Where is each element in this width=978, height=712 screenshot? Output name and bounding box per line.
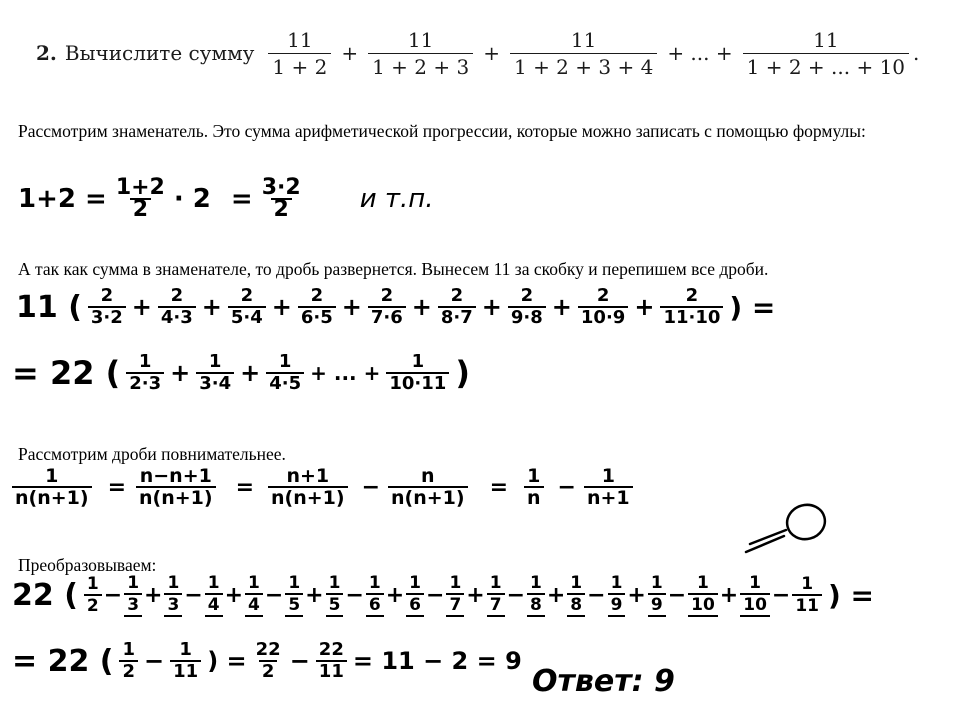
- doodle-scribble: [740, 500, 840, 560]
- telescope-fraction: $\frac{1}{9}$: [608, 573, 626, 617]
- telescope-fraction: $\frac{1}{7}$: [487, 573, 505, 617]
- telescope-operator: +: [144, 582, 163, 608]
- answer: Ответ: 9: [532, 664, 675, 699]
- problem-statement: 2. Вычислите сумму $\frac{11}{1 + 2}$ + $\frac{11}{1 + 2 + 3}$ + $\frac{11}{1 + 2 + 3 + 4}$ + ... + $\frac{11}{1 + 2 + ... + 10}$ .: [36, 27, 920, 79]
- paragraph-denominator: Рассмотрим знаменатель. Это сумма арифметической прогрессии, которые можно записать с помощью формулы:: [18, 121, 866, 141]
- telescope-operator: −: [771, 582, 791, 608]
- telescope-fraction: $\frac{1}{8}$: [527, 573, 545, 617]
- telescope-operator: −: [264, 582, 284, 608]
- paragraph-look-closer: Рассмотрим дроби повнимательнее.: [18, 444, 286, 464]
- problem-text: Вычислите сумму: [64, 41, 255, 65]
- telescope-fraction: $\frac{1}{4}$: [205, 573, 223, 617]
- telescope-operator: −: [587, 582, 606, 608]
- telescope-fraction: $\frac{1}{7}$: [446, 573, 464, 617]
- telescope-fraction: $\frac{1}{8}$: [567, 573, 585, 617]
- telescope-operator: −: [103, 582, 123, 608]
- problem-term-1: $\frac{11}{1 + 2}$: [268, 27, 331, 80]
- telescope-fraction: $\frac{1}{6}$: [406, 573, 424, 617]
- problem-number: 2.: [36, 41, 57, 65]
- telescope-operator: +: [305, 582, 324, 608]
- handwriting-line-1: 1+2 = $\frac{1+2}{2}$ · 2 = $\frac{3\cdot 2}{2}$ и т.п.: [18, 175, 434, 222]
- handwriting-line-4: $\frac{1}{n(n+1)}$ = $\frac{n-n+1}{n(n+1)}$ = $\frac{n+1}{n(n+1)}$ − $\frac{n}{n(n+1)}$ = $\frac{1}{n}$ − $\frac{1}{n+1}$: [12, 466, 639, 508]
- telescope-fraction: $\frac{1}{10}$: [740, 573, 770, 617]
- telescope-fraction: $\frac{1}{6}$: [366, 573, 384, 617]
- telescope-operator: −: [667, 582, 687, 608]
- telescope-operator: −: [345, 582, 364, 608]
- telescope-operator: −: [184, 582, 203, 608]
- telescope-fraction: $\frac{1}{11}$: [792, 574, 822, 616]
- problem-term-2: $\frac{11}{1 + 2 + 3}$: [368, 27, 473, 80]
- telescope-operator: +: [546, 582, 566, 608]
- telescope-operator: −: [426, 582, 445, 608]
- telescope-operator: −: [506, 582, 525, 608]
- problem-term-3: $\frac{11}{1 + 2 + 3 + 4}$: [510, 27, 657, 80]
- handwriting-line-3: = 22 ( 1 2·3 + $\frac{1}{3\cdot 4}$ + $\frac{1}{4\cdot 5}$ + ... + $\frac{1}{10\cdot 11}$ ): [12, 351, 470, 394]
- telescope-fraction: $\frac{1}{3}$: [164, 573, 182, 617]
- telescope-operator: +: [224, 582, 244, 608]
- handwriting-line-2: 11 ( 2 3·2 + $\frac{2}{4\cdot 3}$ + $\frac{2}{5\cdot 4}$ + $\frac{2}{6\cdot 5}$ + $\frac{2}{7\cdot 6}$ + $\frac{2}{8\cdot 7}$ + $\frac{2}{9\cdot 8}$ + $\frac{2}{10\cdot 9}$ + $\frac{2}{11\cdot 10}$ ) =: [16, 285, 776, 328]
- paragraph-transform: Преобразовываем:: [18, 555, 157, 575]
- telescope-operator: +: [385, 582, 405, 608]
- telescope-fraction: $\frac{1}{10}$: [688, 573, 718, 617]
- problem-term-4: $\frac{11}{1 + 2 + ... + 10}$: [743, 27, 909, 80]
- telescope-fraction: 1 2: [84, 574, 102, 616]
- telescope-fraction: $\frac{1}{5}$: [326, 573, 344, 617]
- handwriting-line-5: 22 ( 1 2 − $\frac{1}{3}$ + $\frac{1}{3}$ − $\frac{1}{4}$ + $\frac{1}{4}$ − $\frac{1}{5}$ + $\frac{1}{5}$ − $\frac{1}{6}$ + $\frac{1}{6}$ − $\frac{1}{7}$ + $\frac{1}{7}$ − $\frac{1}{8}$ + $\frac{1}{8}$ − $\frac{1}{9}$ + $\frac{1}{9}$ − $\frac{1}{10}$ + $\frac{1}{10}$ − $\frac{1}{11}$ ) =: [12, 573, 875, 616]
- telescope-fraction: $\frac{1}{3}$: [124, 573, 142, 617]
- paragraph-factor-out: А так как сумма в знаменателе, то дробь развернется. Вынесем 11 за скобку и перепишем все дроби.: [18, 259, 769, 279]
- handwriting-line-6: = 22 ( 1 2 − $\frac{1}{11}$ ) = $\frac{22}{2}$ − $\frac{22}{11}$ = 11 − 2 = 9: [12, 639, 522, 682]
- telescope-fraction: $\frac{1}{4}$: [245, 573, 263, 617]
- telescope-operator: +: [466, 582, 485, 608]
- telescope-fraction: $\frac{1}{5}$: [285, 573, 303, 617]
- telescope-fraction: $\frac{1}{9}$: [648, 573, 666, 617]
- telescope-operator: +: [719, 582, 739, 608]
- telescope-operator: +: [627, 582, 646, 608]
